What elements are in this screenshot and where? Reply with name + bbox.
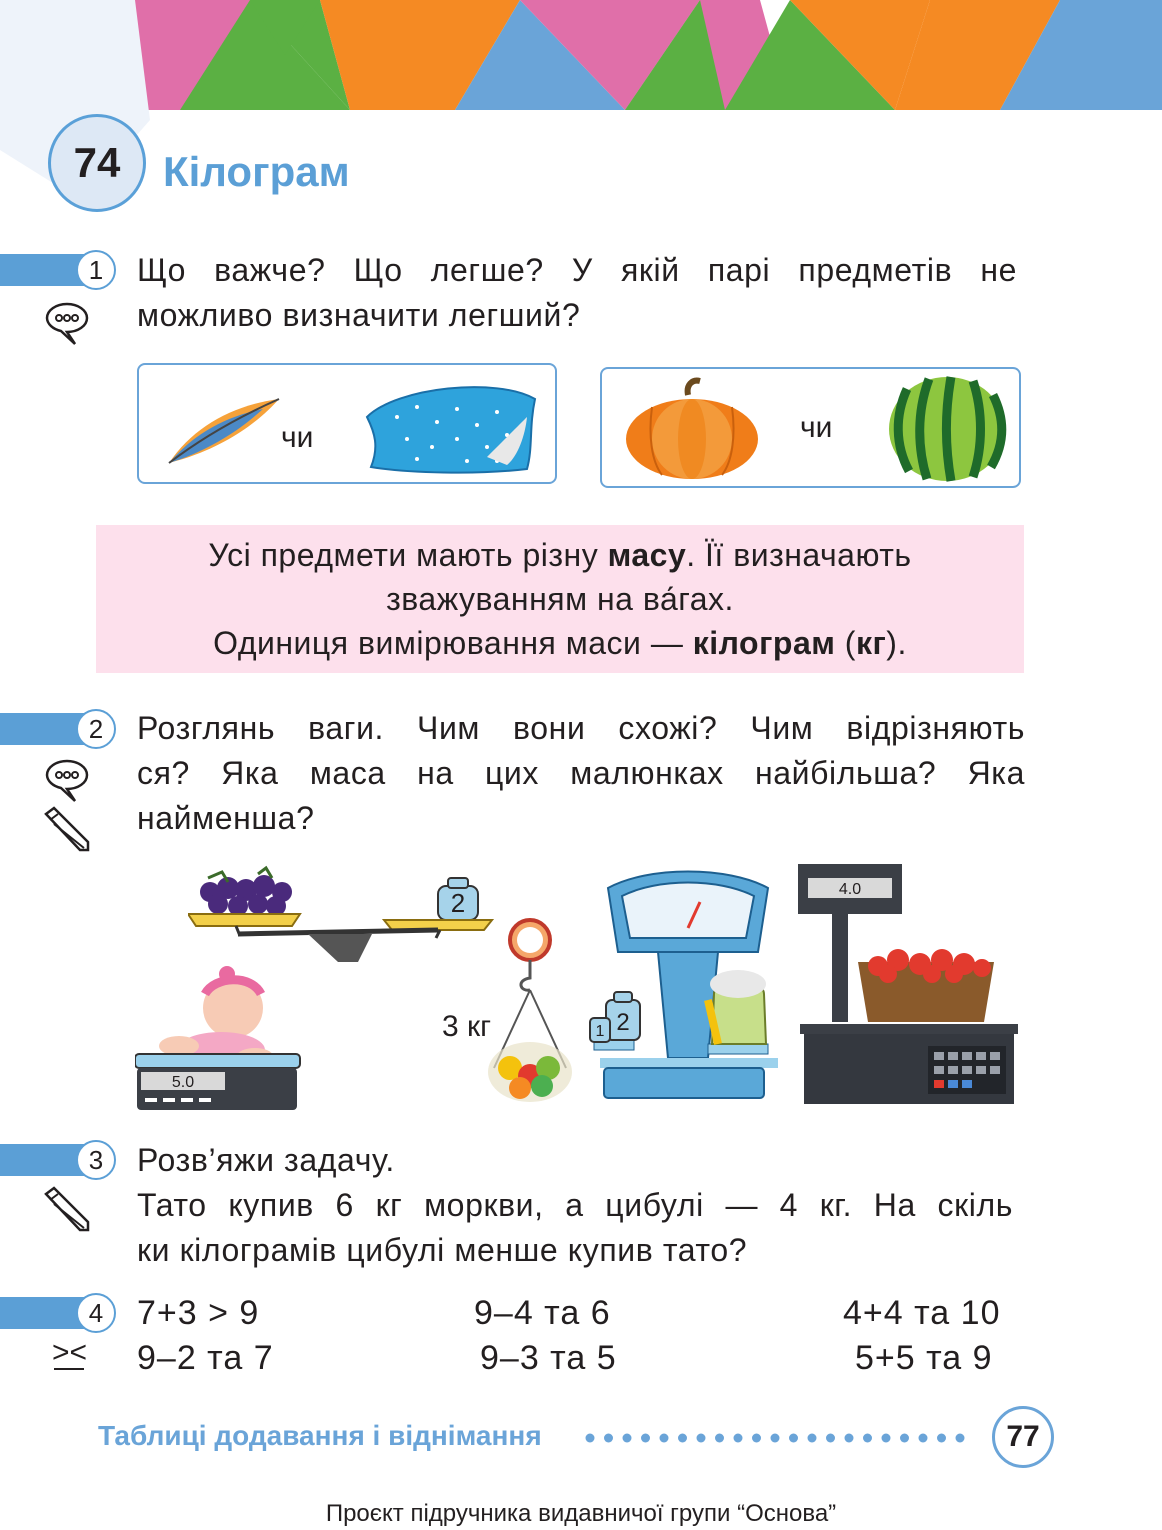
pair-box-feather-pillow — [137, 363, 557, 484]
pillow-image — [357, 377, 542, 477]
leader-dot — [678, 1434, 687, 1443]
leader-dot — [882, 1434, 891, 1443]
baby-scale-display: 5.0 — [171, 1074, 195, 1091]
rule-line-1-a: Усі предмети мають різну — [208, 537, 608, 573]
task-1-line-1: Що важче? Що легше? У якій парі предметів не — [137, 252, 1017, 288]
header-banner — [0, 0, 1162, 220]
feather-image — [163, 387, 283, 467]
dial-scale-image — [588, 868, 788, 1106]
rule-line-2: зважуванням на ва́гах. — [386, 581, 734, 617]
expr-r2-c3: 5+5 та 9 — [855, 1339, 993, 1377]
rule-line-3-c: ). — [886, 625, 907, 661]
expr-r1-c2: 9–4 та 6 — [474, 1294, 611, 1332]
leader-dot — [752, 1434, 761, 1443]
leader-dot — [826, 1434, 835, 1443]
task-2-line-1: Розглянь ваги. Чим вони схожі? Чим відрізняють — [137, 710, 1025, 746]
page-number: 77 — [992, 1406, 1054, 1468]
rule-line-1 — [96, 533, 1024, 577]
task-3-number: 3 — [76, 1140, 116, 1180]
expr-r2-c2: 9–3 та 5 — [480, 1339, 617, 1377]
rule-term-mass: масу — [607, 537, 687, 573]
compare-signs-icon — [52, 1338, 87, 1370]
pair-box-pumpkin-watermelon — [600, 367, 1021, 488]
dial-weight-small: 1 — [595, 1023, 605, 1040]
triangle-banner — [0, 0, 1162, 112]
task-1-line-2: можливо визначити легший? — [137, 297, 581, 333]
task-2-line-3: найменша? — [137, 800, 315, 836]
rule-line-3-a: Одиниця вимірювання маси — — [213, 625, 693, 661]
leader-dot — [604, 1434, 613, 1443]
balance-weight-label: 2 — [450, 888, 466, 918]
task-3-line-3: ки кілограмів цибулі менше купив тато? — [137, 1232, 748, 1268]
watermelon-image — [887, 375, 1009, 483]
leader-dot — [734, 1434, 743, 1443]
leader-dot — [697, 1434, 706, 1443]
lesson-number-badge: 74 — [48, 114, 146, 212]
pumpkin-image — [622, 377, 762, 482]
speech-bubble-icon — [43, 300, 91, 346]
pair-1-connector: чи — [281, 421, 314, 454]
digital-scale-display: 4.0 — [838, 881, 862, 898]
task-4-number: 4 — [76, 1293, 116, 1333]
task-3-line-2: Тато купив 6 кг моркви, а цибулі — 4 кг. На скіль — [137, 1187, 1013, 1223]
task-2-line-2: ся? Яка маса на цих малюнках найбільша? Яка — [137, 755, 1025, 791]
digital-scale-image — [798, 862, 1020, 1110]
task-2-text — [137, 706, 1025, 841]
project-note: Проєкт підручника видавничої групи “Основа” — [325, 1500, 837, 1527]
leader-dot — [808, 1434, 817, 1443]
leader-dot — [771, 1434, 780, 1443]
leader-dot — [586, 1434, 595, 1443]
hanging-scale-image — [486, 918, 576, 1110]
rule-line-3 — [96, 621, 1024, 665]
leader-dot — [845, 1434, 854, 1443]
pencil-icon — [42, 1186, 92, 1232]
expr-r1-c3: 4+4 та 10 — [843, 1294, 1001, 1332]
speech-bubble-icon — [43, 757, 91, 803]
scales-illustration — [130, 858, 1030, 1113]
leader-dot — [956, 1434, 965, 1443]
rule-line-1-b: . Її визначають — [686, 537, 912, 573]
task-3-line-1: Розв’яжи задачу. — [137, 1142, 395, 1178]
task-1-number: 1 — [76, 250, 116, 290]
balance-scale-image — [188, 864, 498, 968]
leader-dot — [623, 1434, 632, 1443]
baby-scale-image — [135, 960, 305, 1112]
pair-2-connector: чи — [800, 411, 833, 444]
task-1-text — [137, 248, 1017, 338]
leader-dot — [937, 1434, 946, 1443]
rule-box — [96, 525, 1024, 673]
expr-r1-c1: 7+3 > 9 — [137, 1294, 260, 1332]
task-2-number: 2 — [76, 709, 116, 749]
dotted-leader — [584, 1430, 980, 1446]
leader-dot — [660, 1434, 669, 1443]
pencil-icon — [42, 806, 92, 852]
rule-term-kg: кг — [855, 625, 887, 661]
leader-dot — [641, 1434, 650, 1443]
leader-dot — [715, 1434, 724, 1443]
leader-dot — [900, 1434, 909, 1443]
expr-r2-c1: 9–2 та 7 — [137, 1339, 274, 1377]
leader-dot — [789, 1434, 798, 1443]
leader-dot — [919, 1434, 928, 1443]
section-label: Таблиці додавання і віднімання — [98, 1420, 542, 1451]
rule-term-kilogram: кілограм — [692, 625, 836, 661]
leader-dot — [863, 1434, 872, 1443]
dial-weight-large: 2 — [616, 1009, 630, 1036]
compare-signs-text: >< — [52, 1336, 88, 1369]
rule-line-3-b: ( — [835, 625, 856, 661]
lesson-title: Кілограм — [163, 148, 350, 195]
task-3-text — [137, 1138, 1013, 1273]
hanging-scale-label: 3 кг — [442, 1010, 492, 1043]
